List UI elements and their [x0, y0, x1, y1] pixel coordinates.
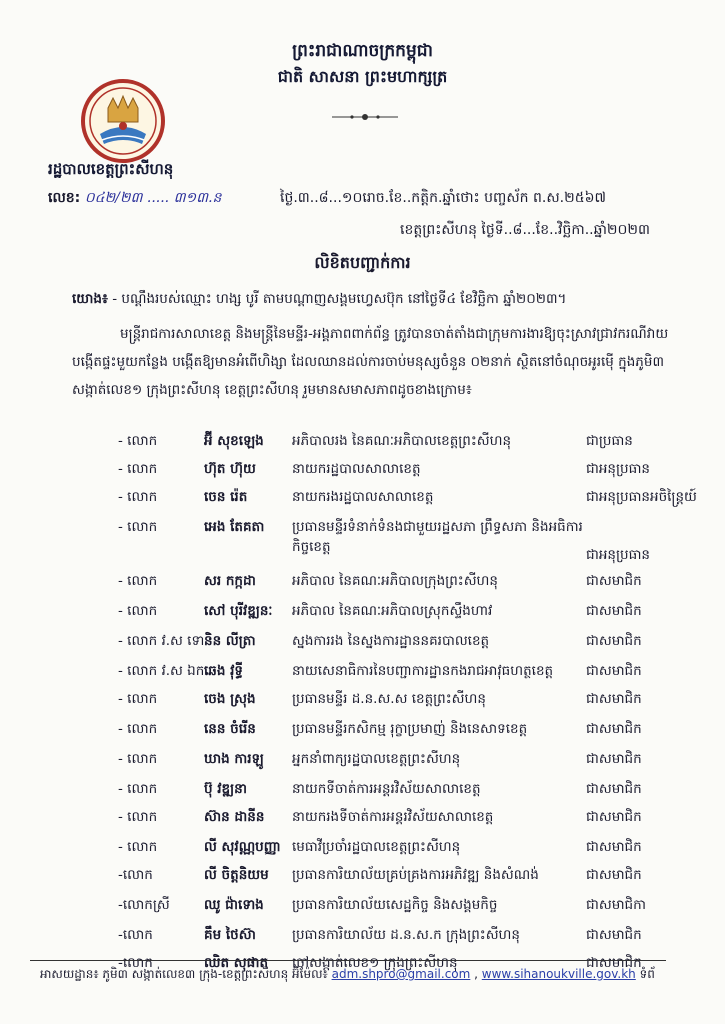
- footer-address: អាសយដ្ឋាន៖ ភូមិ៣ សង្កាត់លេខ៣ ក្រុង-ខេត្តព្រះសីហនុ អ៊ីម៉ែល៖: [40, 967, 332, 981]
- member-name: ឃាង ការឡូ: [204, 751, 264, 767]
- member-title: - លោក វ.ស ទោ: [118, 633, 205, 649]
- member-name: ស៊ាន ដានីន: [204, 809, 265, 825]
- footer-website-link[interactable]: www.sihanoukville.gov.kh: [481, 967, 636, 981]
- reference-value: ០៤២/២៣ ..... ៣១៣.ន: [84, 190, 222, 206]
- member-name: ឈូ ជ៉ាទេាង: [204, 897, 264, 913]
- member-role: ជាសមាជិក: [586, 663, 642, 679]
- member-role: ជាប្រធាន: [586, 433, 633, 449]
- member-position: នាយករងរដ្ឋបាលសាលាខេត្ត: [292, 489, 434, 505]
- footer-page-label: ទំព័: [635, 967, 655, 981]
- member-name: សៅ បុរីវឌ្ឍនៈ: [204, 603, 273, 619]
- member-position: ប្រធានការិយាល័យសេដ្ឋកិច្ច និងសង្គមកិច្ច: [292, 897, 498, 913]
- member-name: អេង តែគតា: [204, 519, 265, 535]
- member-role: ជាសមាជិក: [586, 781, 642, 797]
- member-name: ឈិត សុផាត: [204, 955, 269, 971]
- member-row: [0, 926, 725, 954]
- member-row: [0, 808, 725, 836]
- subject-text: - បណ្ដឹងរបស់ឈ្មោះ ហង្ស បូរី តាមបណ្ដាញសង្គមហ្វេសប៊ុក នៅថ្ងៃទី៤ ខែវិច្ឆិកា ឆ្នាំ២០២៣។: [107, 291, 567, 307]
- member-row: [0, 602, 725, 630]
- member-position: មេធាវីប្រចាំរដ្ឋបាលខេត្តព្រះសីហនុ: [292, 839, 461, 855]
- member-name: ចេន រ៉េត: [204, 489, 248, 505]
- member-title: -លោក: [118, 867, 153, 883]
- member-position: នាយករងទីចាត់ការអន្តរវិស័យសាលាខេត្ត: [292, 809, 494, 825]
- member-role: ជាសមាជិក: [586, 691, 642, 707]
- provincial-seal-logo: [80, 78, 166, 164]
- member-role: ជាសមាជិក: [586, 927, 642, 943]
- member-position: ប្រធានការិយាល័យគ្រប់គ្រងការអភិវឌ្ឍ និងសំណង់: [292, 867, 539, 883]
- member-title: - លោក: [118, 603, 158, 619]
- footer-separator: ,: [470, 967, 482, 981]
- member-position: អ្នកនាំពាក្យរដ្ឋបាលខេត្តព្រះសីហនុ: [292, 751, 461, 767]
- member-role: ជាសមាជិក: [586, 839, 642, 855]
- member-name: និន លីត្រា: [204, 633, 256, 649]
- member-name: លី សុវណ្ណបញ្ញា: [204, 839, 281, 855]
- member-name: នេន ចំរើន: [204, 721, 256, 737]
- member-position: នាយសេនាធិការនៃបញ្ជាការដ្ឋានកងរាជអាវុធហត្ថខេត្ត: [292, 663, 554, 679]
- member-row: [0, 662, 725, 690]
- member-title: -លោក: [118, 927, 153, 943]
- member-title: -លោក: [118, 955, 153, 971]
- member-row: [0, 780, 725, 808]
- provincial-administration-label: រដ្ឋបាលខេត្តព្រះសីហនុ: [48, 160, 174, 178]
- solar-date: ខេត្តព្រះសីហនុ ថ្ងៃទី..៨...ខែ..វិច្ឆិកា..ឆ្នាំ២០២៣: [400, 222, 650, 238]
- member-title: - លោក: [118, 691, 158, 707]
- ornament-divider: [330, 112, 400, 122]
- member-title: - លោក: [118, 573, 158, 589]
- member-role: ជាសមាជិក: [586, 603, 642, 619]
- member-role: ជាសមាជិក: [586, 633, 642, 649]
- member-title: - លោក: [118, 489, 158, 505]
- member-title: -លោកស្រី: [118, 897, 170, 913]
- member-position: ប្រធានមន្ទីរ ដ.ន.ស.ស ខេត្តព្រះសីហនុ: [292, 691, 486, 707]
- member-title: - លោក: [118, 809, 158, 825]
- member-row: [0, 572, 725, 600]
- member-row: [0, 460, 725, 488]
- member-role: ជាសមាជិក: [586, 955, 642, 971]
- subject-line: [72, 290, 692, 310]
- member-title: - លោក: [118, 839, 158, 855]
- member-title: - លោក: [118, 781, 158, 797]
- member-title: - លោក វ.ស ឯក: [118, 663, 205, 679]
- member-title: - លោក: [118, 461, 158, 477]
- member-position: ស្នងការរង នៃស្នងការដ្ឋាននគរបាលខេត្ត: [292, 633, 490, 649]
- member-row: [0, 750, 725, 778]
- reference-label: លេខ:: [48, 190, 81, 206]
- member-row: [0, 720, 725, 748]
- lunar-date: ថ្ងៃ.៣..៨...១០រោច.ខែ..កត្តិក.ឆ្នាំថោះ បញ្ចស័ក ព.ស.២៥៦៧: [280, 190, 607, 206]
- member-row: [0, 866, 725, 894]
- member-row: [0, 432, 725, 460]
- member-role: ជាសមាជិក: [586, 751, 642, 767]
- member-row: [0, 518, 725, 563]
- footer-email-link[interactable]: adm.shpro@gmail.com: [331, 967, 471, 981]
- member-role: ជាសមាជិក: [586, 867, 642, 883]
- footer-contact: [40, 966, 655, 984]
- member-title: - លោក: [118, 433, 158, 449]
- member-position: អភិបាល នៃគណៈអភិបាលស្រុកស្ទឹងហាវ: [292, 603, 493, 619]
- member-title: - លោក: [118, 519, 158, 535]
- member-position: នាយកទីចាត់ការអន្តរវិស័យសាលាខេត្ត: [292, 781, 481, 797]
- kingdom-heading: ព្រះរាជាណាចក្រកម្ពុជា: [292, 41, 433, 61]
- member-position: ប្រធានមន្ទីរកសិកម្ម រុក្ខាប្រមាញ់ និងនេសាទខេត្ត: [292, 721, 528, 737]
- footer-divider: [30, 960, 666, 961]
- body-paragraph: មន្ត្រីរាជការសាលាខេត្ត និងមន្ត្រីនៃមន្ទីរ-អង្គភាពពាក់ព័ន្ធ ត្រូវបានចាត់តាំងជាក្រុមការងារឱ្យចុះស្រាវជ្រាវករណីវាយបង្កើតផ្ទះមួយកន្លែង បង្កើតឱ្យមានអំពើហិង្សា ដែលឈានដល់ការចាប់មនុស្សចំនួន ០២នាក់ ស្ថិតនៅចំណុចអូរម៉ើ ក្នុងភូមិ៣ សង្កាត់លេខ១ ក្រុងព្រះសីហនុ ខេត្តព្រះសីហនុ រួមមានសមាសភាពដូចខាងក្រោម៖: [72, 326, 669, 398]
- reference-number: [48, 188, 221, 209]
- member-role: ជាសមាជិកា: [586, 897, 646, 913]
- member-row: [0, 690, 725, 718]
- member-title: - លោក: [118, 751, 158, 767]
- member-title: - លោក: [118, 721, 158, 737]
- member-role: ជាសមាជិក: [586, 573, 642, 589]
- member-name: អ៊ី សុខឡេង: [204, 433, 264, 449]
- member-name: គឹម ថៃស៊ា: [204, 927, 256, 943]
- member-position: ប្រធានមន្ទីរទំនាក់ទំនងជាមួយរដ្ឋសភា ព្រឹទ្ធសភា និងអធិការកិច្ចខេត្ត: [292, 519, 583, 555]
- member-name: ហ៊ុត ហ៊ុយ: [204, 461, 256, 477]
- document-title: លិខិតបញ្ជាក់ការ: [314, 253, 411, 272]
- member-position: ប្រធានការិយាល័យ ដ.ន.ស.ក ក្រុងព្រះសីហនុ: [292, 927, 520, 943]
- member-name: ឆេង វុទ្ធី: [204, 663, 243, 679]
- member-name: សរ កក្កដា: [204, 573, 256, 589]
- member-name: ចេង ស្រុង: [204, 691, 256, 707]
- member-name: ប៊ុ វឌ្ឍនា: [204, 781, 247, 797]
- member-role: ជាអនុប្រធាន: [586, 547, 651, 563]
- national-motto: ជាតិ សាសនា ព្រះមហាក្សត្រ: [277, 67, 448, 86]
- member-row: [0, 896, 725, 924]
- member-row: [0, 488, 725, 516]
- member-name: លី ចិត្តនិយម: [204, 867, 269, 883]
- member-role: ជាសមាជិក: [586, 809, 642, 825]
- member-role: ជាសមាជិក: [586, 721, 642, 737]
- subject-label: យោង៖: [72, 291, 108, 307]
- member-row: [0, 838, 725, 866]
- member-position: អភិបាល នៃគណៈអភិបាលក្រុងព្រះសីហនុ: [292, 573, 498, 589]
- member-row: [0, 632, 725, 660]
- member-position: នាយករដ្ឋបាលសាលាខេត្ត: [292, 461, 421, 477]
- member-role: ជាអនុប្រធាន: [586, 461, 651, 477]
- member-position: អភិបាលរង នៃគណៈអភិបាលខេត្តព្រះសីហនុ: [292, 433, 512, 449]
- member-position: ចៅសង្កាត់លេខ១ ក្រុងព្រះសីហនុ: [292, 955, 458, 971]
- member-role: ជាអនុប្រធានអចិន្ត្រៃយ៍: [586, 489, 697, 505]
